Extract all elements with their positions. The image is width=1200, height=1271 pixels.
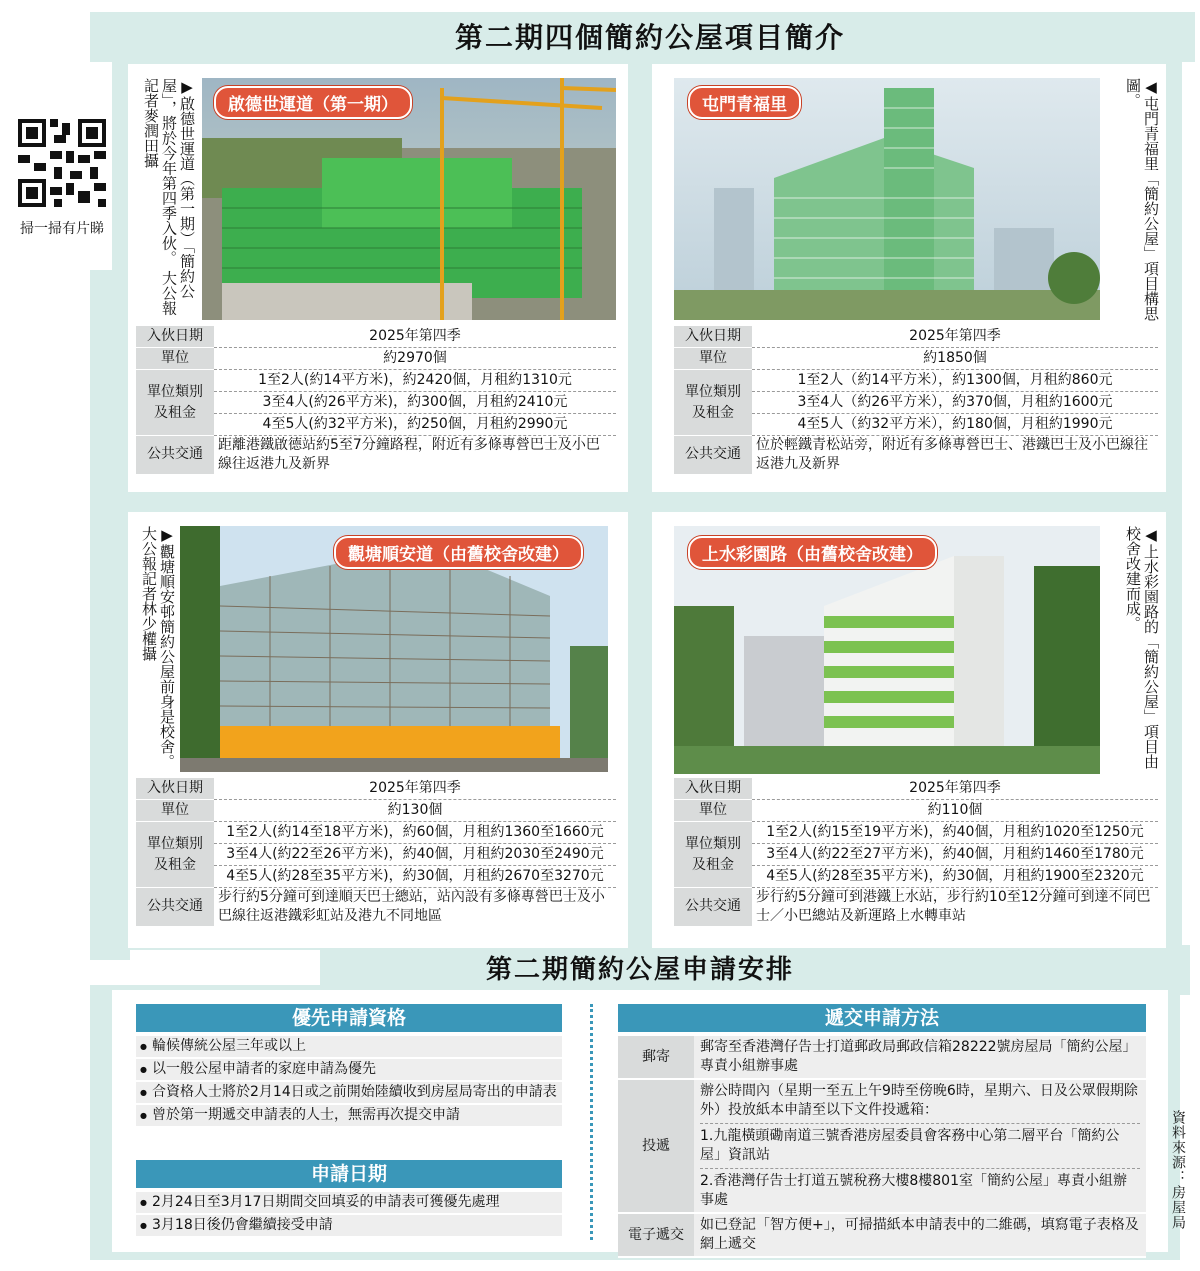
drop-cell [694, 1079, 1146, 1213]
info-table [136, 778, 616, 927]
move-in-value: 2025年第四季 [214, 778, 616, 800]
main-title: 第二期四個簡約公屋項目簡介 [454, 21, 845, 54]
list-item: ● 以一般公屋申請者的家庭申請為優先 [136, 1059, 562, 1082]
project-tag: 啟德世運道（第一期） [214, 86, 412, 119]
type-row: 4至5人（約32平方米），約180個，月租約1990元 [752, 414, 1158, 436]
types-header: 單位類別 及租金 [674, 370, 752, 436]
info-table [136, 326, 616, 475]
type-row: 1至2人(約14平方米)，約2420個，月租約1310元 [214, 370, 616, 392]
project-tag: 觀塘順安道（由舊校舍改建） [334, 536, 583, 569]
list-item: ● 輪候傳統公屋三年或以上 [136, 1036, 562, 1059]
dates-list [136, 1192, 562, 1238]
types-header: 單位類別 及租金 [136, 822, 214, 888]
methods-table [618, 1036, 1146, 1258]
mail-label: 郵寄 [618, 1036, 694, 1079]
priority-heading: 優先申請資格 [136, 1004, 562, 1032]
divider [590, 1004, 593, 1240]
qr-code[interactable] [14, 115, 110, 215]
qr-label: 掃一掃有片睇 [20, 221, 104, 237]
units-value: 約1850個 [752, 348, 1158, 370]
move-in-value: 2025年第四季 [752, 326, 1158, 348]
type-row: 1至2人(約15至19平方米)，約40個，月租約1020至1250元 [752, 822, 1158, 844]
qr-code-icon [14, 115, 110, 211]
methods-heading: 遞交申請方法 [618, 1004, 1146, 1032]
transport-value: 距離港鐵啟德站約5至7分鐘路程，附近有多條專營巴士及小巴線往返港九及新界 [214, 436, 616, 475]
drop-location-1: 1.九龍橫頭磡南道三號香港房屋委員會客務中心第二層平台「簡約公屋」資訊站 [700, 1123, 1140, 1165]
transport-value: 位於輕鐵青松站旁，附近有多條專營巴士、港鐵巴士及小巴線往返港九及新界 [752, 436, 1158, 475]
drop-label: 投遞 [618, 1079, 694, 1213]
section-title: 第二期簡約公屋申請安排 [485, 955, 794, 985]
units-header: 單位 [674, 348, 752, 370]
project-tag: 屯門青福里 [688, 86, 801, 119]
move-in-value: 2025年第四季 [752, 778, 1158, 800]
photo-caption: ◀上水彩園路的「簡約公屋」項目由校舍改建而成。 [1124, 526, 1160, 769]
transport-header: 公共交通 [136, 888, 214, 927]
type-row: 3至4人(約26平方米)，約300個，月租約2410元 [214, 392, 616, 414]
type-row: 1至2人（約14平方米），約1300個，月租約860元 [752, 370, 1158, 392]
list-item: ● 合資格人士將於2月14日或之前開始陸續收到房屋局寄出的申請表 [136, 1082, 562, 1105]
units-value: 約110個 [752, 800, 1158, 822]
types-header: 單位類別 及租金 [136, 370, 214, 436]
type-row: 4至5人(約28至35平方米)，約30個，月租約2670至3270元 [214, 866, 616, 888]
type-row: 4至5人(約32平方米)，約250個，月租約2990元 [214, 414, 616, 436]
move-in-header: 入伙日期 [674, 326, 752, 348]
list-item: ● 2月24日至3月17日期間交回填妥的申請表可獲優先處理 [136, 1192, 562, 1215]
move-in-header: 入伙日期 [674, 778, 752, 800]
online-text: 如已登記「智方便+」，可掃描紙本申請表中的二維碼，填寫電子表格及網上遞交 [694, 1213, 1146, 1257]
mail-text: 郵寄至香港灣仔告士打道郵政局郵政信箱28222號房屋局「簡約公屋」專責小組辦事處 [694, 1036, 1146, 1079]
project-card-kwuntong [128, 512, 628, 948]
type-row: 3至4人（約26平方米），約370個，月租約1600元 [752, 392, 1158, 414]
project-card-sheungshui [652, 512, 1166, 948]
units-header: 單位 [674, 800, 752, 822]
project-tag: 上水彩園路（由舊校舍改建） [688, 536, 937, 569]
units-header: 單位 [136, 348, 214, 370]
type-row: 3至4人(約22至26平方米)，約40個，月租約2030至2490元 [214, 844, 616, 866]
units-value: 約130個 [214, 800, 616, 822]
project-card-kaitak [128, 64, 628, 492]
units-header: 單位 [136, 800, 214, 822]
source-credit: 資料來源：房屋局 [1170, 1110, 1186, 1230]
move-in-header: 入伙日期 [136, 326, 214, 348]
transport-value: 步行約5分鐘可到達順天巴士總站，站內設有多條專營巴士及小巴線往返港鐵彩虹站及港九不同地區 [214, 888, 616, 927]
types-header: 單位類別 及租金 [674, 822, 752, 888]
transport-header: 公共交通 [674, 888, 752, 927]
online-label: 電子遞交 [618, 1213, 694, 1257]
info-table [674, 326, 1158, 475]
priority-list [136, 1036, 562, 1128]
type-row: 1至2人(約14至18平方米)，約60個，月租約1360至1660元 [214, 822, 616, 844]
transport-value: 步行約5分鐘可到港鐵上水站，步行約10至12分鐘可到達不同巴士／小巴總站及新運路上水轉車站 [752, 888, 1158, 927]
move-in-value: 2025年第四季 [214, 326, 616, 348]
transport-header: 公共交通 [136, 436, 214, 475]
type-row: 4至5人(約28至35平方米)，約30個，月租約1900至2320元 [752, 866, 1158, 888]
move-in-header: 入伙日期 [136, 778, 214, 800]
list-item: ● 3月18日後仍會繼續接受申請 [136, 1215, 562, 1238]
dates-heading: 申請日期 [136, 1160, 562, 1188]
list-item: ● 曾於第一期遞交申請表的人士，無需再次提交申請 [136, 1105, 562, 1128]
drop-text: 辦公時間內（星期一至五上午9時至傍晚6時，星期六、日及公眾假期除外）投放紙本申請至以下文件投遞箱： [700, 1083, 1138, 1118]
photo-caption: ◀屯門青福里「簡約公屋」項目構思圖。 [1124, 78, 1160, 321]
photo-caption: ▶觀塘順安邨簡約公屋前身是校舍。 大公報記者林少權攝 [140, 526, 176, 769]
info-table [674, 778, 1158, 927]
type-row: 3至4人(約22至27平方米)，約40個，月租約1460至1780元 [752, 844, 1158, 866]
project-card-tuenmun [652, 64, 1166, 492]
left-band [90, 270, 130, 960]
photo-caption: ▶啟德世運道（第一期）「簡約公屋」，將於今年第四季入伙。 大公報記者麥潤田攝 [142, 78, 196, 316]
transport-header: 公共交通 [674, 436, 752, 475]
units-value: 約2970個 [214, 348, 616, 370]
drop-location-2: 2.香港灣仔告士打道五號稅務大樓8樓801室「簡約公屋」專責小組辦事處 [700, 1168, 1140, 1210]
